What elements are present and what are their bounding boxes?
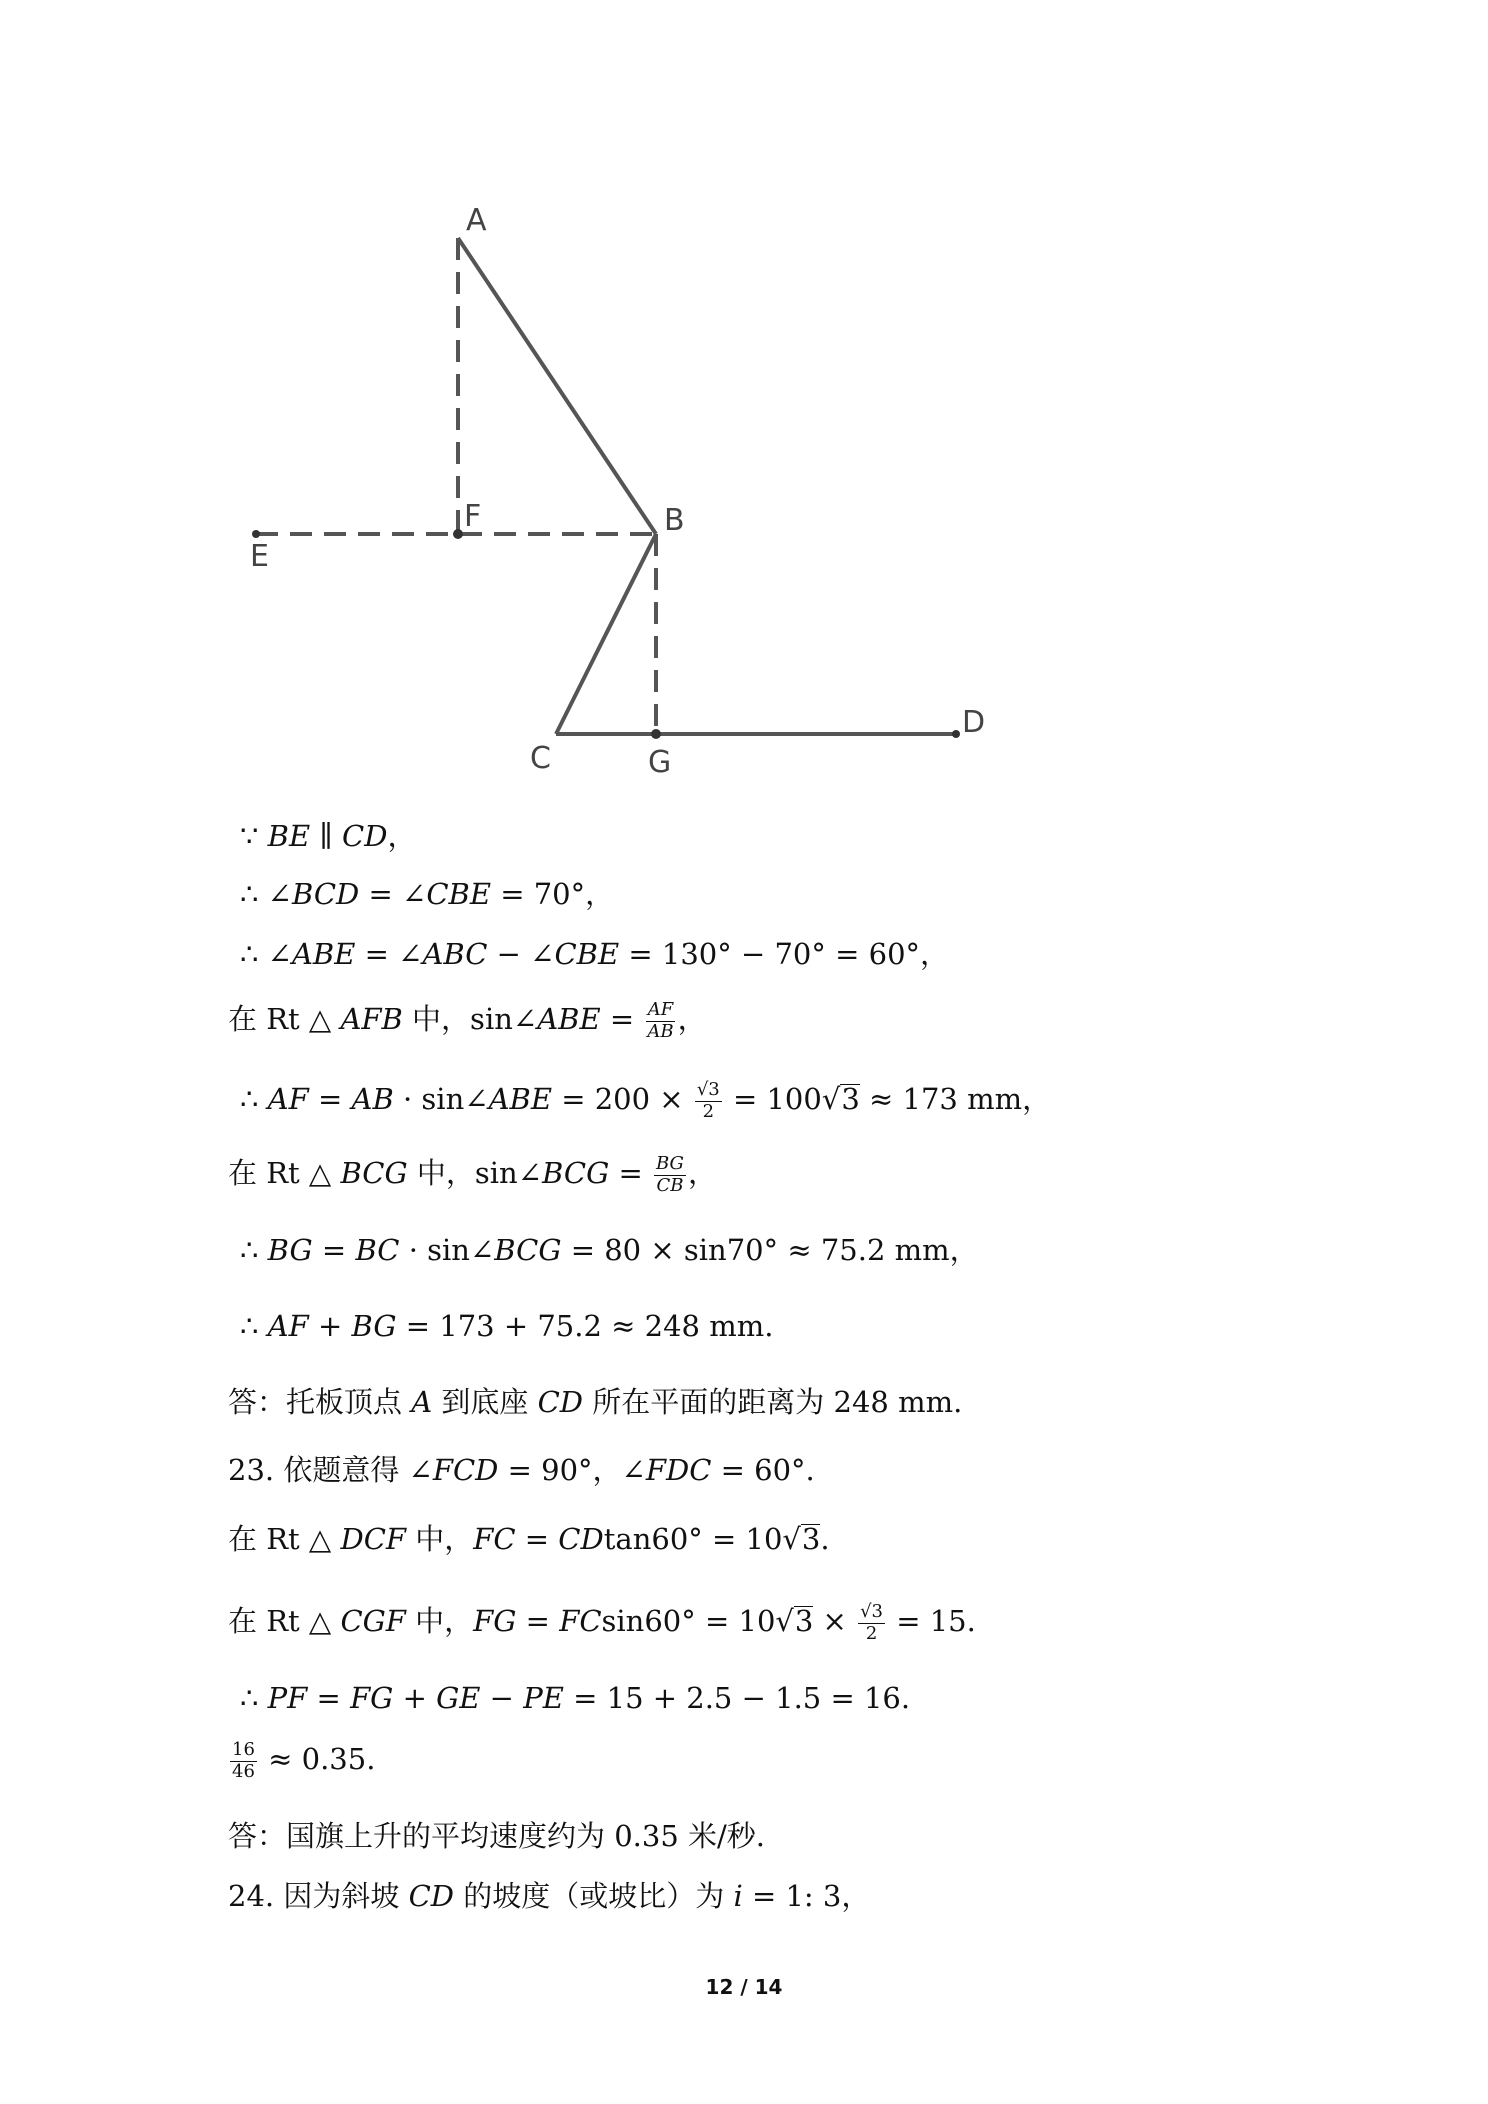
var: BCD bbox=[291, 877, 360, 911]
var: CBE bbox=[426, 877, 491, 911]
text: × bbox=[813, 1604, 857, 1639]
fraction bbox=[230, 1740, 257, 1782]
text: ∴ ∠ bbox=[240, 877, 292, 911]
text: = 80 × sin70° ≈ 75.2 mm， bbox=[561, 1233, 979, 1267]
problem-23-line-1 bbox=[228, 1453, 815, 1487]
text: = 15. bbox=[887, 1604, 976, 1639]
label-B: B bbox=[664, 503, 685, 538]
text: 在 Rt △ bbox=[228, 1002, 341, 1037]
var: FDC bbox=[645, 1453, 712, 1487]
problem-23-line-5 bbox=[228, 1740, 375, 1782]
numerator: BG bbox=[656, 1153, 684, 1174]
text: = 70°， bbox=[490, 877, 615, 911]
problem-23-line-2 bbox=[228, 1524, 830, 1554]
var: CD bbox=[558, 1522, 604, 1556]
text: 中，sin∠ bbox=[407, 1156, 543, 1191]
var: BCG bbox=[494, 1233, 562, 1267]
var: GE bbox=[436, 1681, 481, 1715]
label-C: C bbox=[530, 741, 551, 776]
text: ≈ 173 mm， bbox=[859, 1082, 1052, 1117]
text: sin60° = 10 bbox=[601, 1604, 776, 1639]
text: ∥ bbox=[310, 819, 342, 853]
answer-line-22 bbox=[228, 1385, 963, 1419]
label-F: F bbox=[464, 499, 482, 534]
var: CGF bbox=[340, 1604, 406, 1639]
var: FG bbox=[350, 1681, 394, 1715]
var: FCD bbox=[432, 1453, 499, 1487]
problem-23-line-3 bbox=[228, 1602, 976, 1644]
var: CD bbox=[342, 819, 388, 853]
text: = bbox=[515, 1522, 559, 1556]
text: ≈ 0.35. bbox=[258, 1742, 376, 1777]
text: ， bbox=[387, 819, 417, 853]
text: = bbox=[308, 1082, 352, 1117]
text: ∴ bbox=[240, 1309, 268, 1343]
var: FG bbox=[473, 1604, 517, 1639]
text: = 15 + 2.5 − 1.5 = 16. bbox=[563, 1681, 911, 1715]
text: 答：托板顶点 bbox=[228, 1385, 412, 1419]
answer-line-23 bbox=[228, 1819, 765, 1853]
var: BG bbox=[267, 1233, 313, 1267]
var: AF bbox=[267, 1082, 309, 1117]
text: 到底座 bbox=[432, 1385, 538, 1419]
text: 答：国旗上升的平均速度约为 0.35 米/秒. bbox=[228, 1819, 765, 1853]
text: 在 Rt △ bbox=[228, 1522, 341, 1556]
var: AB bbox=[351, 1082, 394, 1117]
var: ABC bbox=[422, 937, 488, 971]
label-D: D bbox=[962, 705, 986, 740]
point-G-dot bbox=[651, 729, 661, 739]
problem-23-line-4 bbox=[240, 1681, 911, 1715]
text: = bbox=[516, 1604, 560, 1639]
var: FC bbox=[559, 1604, 602, 1639]
fraction bbox=[858, 1602, 885, 1644]
text: = 1: 3， bbox=[742, 1879, 871, 1913]
denominator: 2 bbox=[865, 1622, 878, 1644]
denominator: CB bbox=[656, 1174, 684, 1196]
text: = bbox=[609, 1156, 652, 1191]
fraction bbox=[695, 1080, 722, 1122]
var: ABE bbox=[537, 1002, 601, 1037]
text: − ∠ bbox=[487, 937, 555, 971]
text: ∴ bbox=[240, 1681, 268, 1715]
page-number: 12 / 14 bbox=[705, 1975, 783, 1999]
var: CD bbox=[537, 1385, 584, 1419]
text: = 100 bbox=[723, 1082, 822, 1117]
text: = ∠ bbox=[359, 877, 427, 911]
var: A bbox=[411, 1385, 433, 1419]
var: BCG bbox=[542, 1156, 610, 1191]
text: ∵ bbox=[240, 819, 268, 853]
label-E: E bbox=[250, 539, 269, 574]
var: ABE bbox=[291, 937, 356, 971]
var: FC bbox=[473, 1522, 516, 1556]
denominator: AB bbox=[647, 1020, 674, 1042]
numerator: 16 bbox=[232, 1739, 255, 1760]
fraction bbox=[645, 1000, 675, 1042]
text: = 200 × bbox=[552, 1082, 693, 1117]
text: = 90°，∠ bbox=[498, 1453, 646, 1487]
text: = bbox=[312, 1233, 356, 1267]
text: 所在平面的距离为 248 mm. bbox=[583, 1385, 963, 1419]
text: = bbox=[307, 1681, 351, 1715]
text: ∴ bbox=[240, 1082, 268, 1117]
var: BCG bbox=[340, 1156, 408, 1191]
var: CBE bbox=[554, 937, 620, 971]
text: 在 Rt △ bbox=[228, 1156, 341, 1191]
text: = 173 + 75.2 ≈ 248 mm. bbox=[396, 1309, 774, 1343]
text: ∴ ∠ bbox=[240, 937, 292, 971]
radicand: 3 bbox=[801, 1522, 821, 1556]
solution-line-5 bbox=[240, 1080, 1051, 1122]
text: − bbox=[480, 1681, 524, 1715]
label-G: G bbox=[648, 745, 672, 780]
geometry-figure bbox=[0, 0, 1488, 800]
var: BG bbox=[351, 1309, 397, 1343]
var: BE bbox=[267, 819, 311, 853]
text: = 60°. bbox=[711, 1453, 815, 1487]
var: PF bbox=[267, 1681, 308, 1715]
text: + bbox=[393, 1681, 437, 1715]
text: 24. 因为斜坡 bbox=[228, 1879, 409, 1913]
fraction bbox=[654, 1154, 686, 1196]
solution-line-4 bbox=[228, 1000, 707, 1042]
var: ABE bbox=[488, 1082, 552, 1117]
denominator: 46 bbox=[232, 1760, 255, 1782]
segment-BC bbox=[556, 534, 656, 734]
text: ， bbox=[677, 1002, 707, 1037]
sqrt-sign: √ bbox=[782, 1522, 801, 1556]
solution-line-3 bbox=[240, 937, 950, 971]
text: + bbox=[308, 1309, 352, 1343]
text: ∴ bbox=[240, 1233, 268, 1267]
text: 中， bbox=[405, 1604, 474, 1639]
var: DCF bbox=[340, 1522, 407, 1556]
text: 中， bbox=[406, 1522, 474, 1556]
text: = ∠ bbox=[355, 937, 423, 971]
var: i bbox=[733, 1879, 743, 1913]
denominator: 2 bbox=[702, 1100, 715, 1122]
text: 中，sin∠ bbox=[402, 1002, 538, 1037]
text: · sin∠ bbox=[399, 1233, 495, 1267]
var: BC bbox=[355, 1233, 400, 1267]
var: AF bbox=[267, 1309, 309, 1343]
text: = bbox=[600, 1002, 644, 1037]
var: PE bbox=[523, 1681, 564, 1715]
solution-line-1 bbox=[240, 819, 417, 853]
point-F-dot bbox=[453, 529, 463, 539]
solution-line-2 bbox=[240, 877, 615, 911]
sqrt-sign: √ bbox=[775, 1604, 794, 1639]
text: 的坡度（或坡比）为 bbox=[454, 1879, 734, 1913]
radicand: 3 bbox=[841, 1082, 860, 1117]
sqrt-sign: √ bbox=[821, 1082, 841, 1117]
text: 23. 依题意得 ∠ bbox=[228, 1453, 433, 1487]
text: . bbox=[820, 1522, 830, 1556]
segment-AB bbox=[458, 238, 656, 534]
text: = 130° − 70° = 60°， bbox=[619, 937, 950, 971]
solution-line-7 bbox=[240, 1233, 979, 1267]
numerator: √3 bbox=[696, 1079, 720, 1100]
solution-line-6 bbox=[228, 1154, 717, 1196]
solution-line-8 bbox=[240, 1309, 774, 1343]
text: · sin∠ bbox=[393, 1082, 489, 1117]
label-A: A bbox=[466, 203, 487, 238]
problem-24-line-1 bbox=[228, 1879, 871, 1913]
text: tan60° = 10 bbox=[603, 1522, 783, 1556]
radicand: 3 bbox=[794, 1604, 814, 1639]
numerator: √3 bbox=[860, 1601, 883, 1622]
var: AFB bbox=[340, 1002, 403, 1037]
text: 在 Rt △ bbox=[228, 1604, 341, 1639]
text: ， bbox=[687, 1156, 717, 1191]
point-D-dot bbox=[952, 730, 960, 738]
var: CD bbox=[408, 1879, 455, 1913]
numerator: AF bbox=[647, 999, 674, 1020]
point-E-dot bbox=[252, 530, 260, 538]
